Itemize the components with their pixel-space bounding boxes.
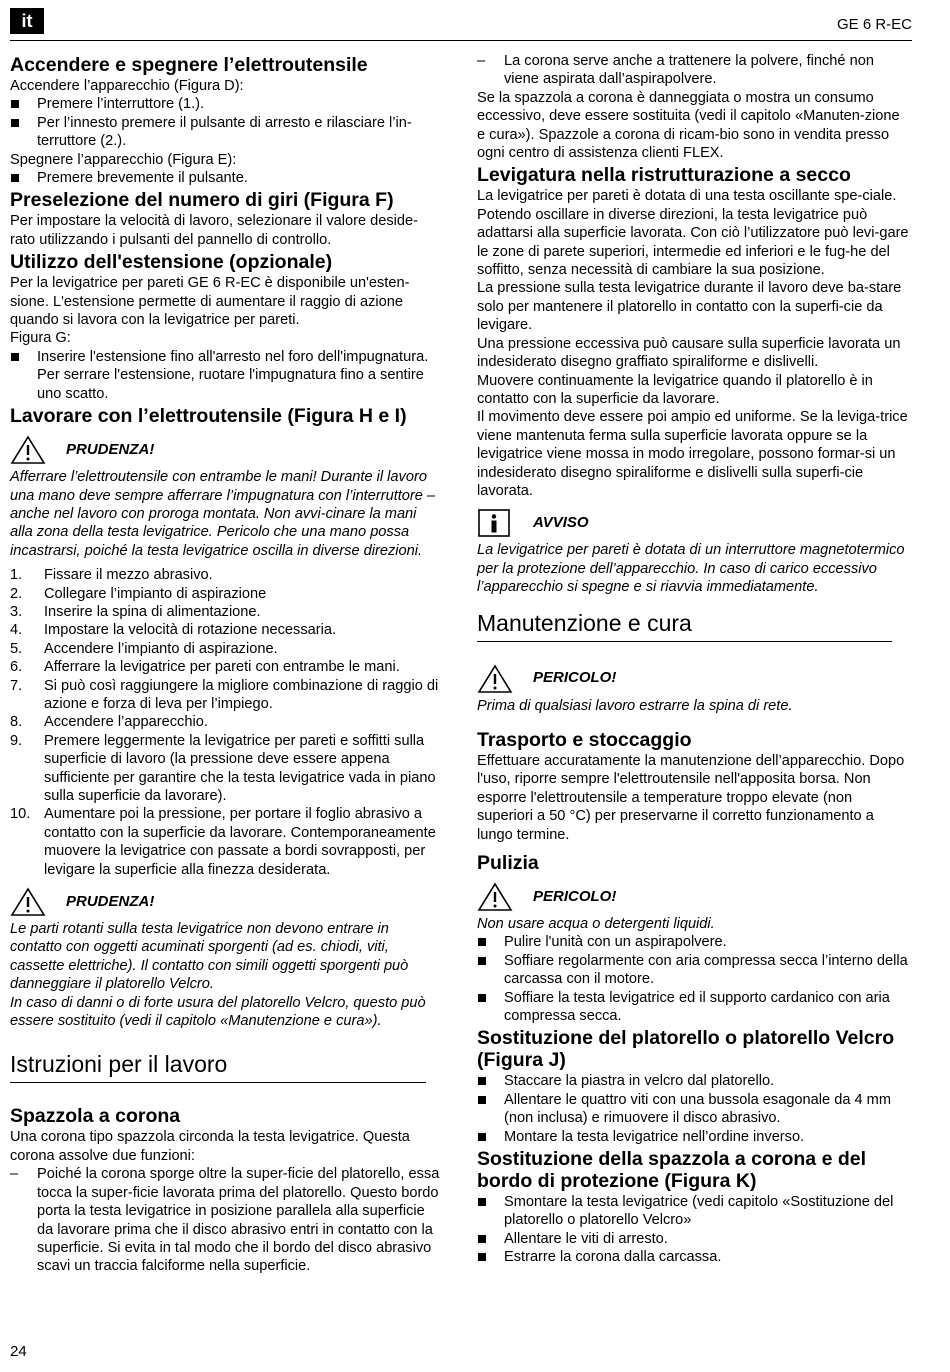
bullet-item: Premere l’interruttore (1.). xyxy=(10,95,442,113)
paragraph: La levigatrice per pareti è dotata di una testa oscillante spe-ciale. xyxy=(477,188,897,205)
step-text: Aumentare poi la pressione, per portare il foglio abrasivo a contatto con la superficie da lavorare. Contemporaneamente muovere la levigatrice con passate a bordi sovrapposti, per levigare la superficie alla finezza desiderata. xyxy=(44,806,436,878)
step-item xyxy=(10,585,442,603)
section-heading: Sostituzione della spazzola a corona e del bordo di protezione (Figura K) xyxy=(477,1148,867,1193)
section-heading: Pulizia xyxy=(477,852,539,874)
step-number: 9. xyxy=(10,732,23,749)
step-number: 2. xyxy=(10,585,23,602)
paragraph: Una corona tipo spazzola circonda la testa levigatrice. Questa corona assolve due funzioni: xyxy=(10,1129,410,1164)
paragraph: Effettuare accuratamente la manutenzione dell’apparecchio. Dopo l'uso, riporre sempre l'elettroutensile nell'apposita borsa. Non esporre l'elettroutensile a temperature troppo elevate (non superiori a 50 °C) per preservarne il corretto funzionamento a lungo termine. xyxy=(477,752,905,843)
step-item xyxy=(10,566,442,584)
step-number: 4. xyxy=(10,622,23,639)
step-item xyxy=(10,677,442,714)
warning-triangle-icon xyxy=(10,887,46,917)
note-label: AVVISO xyxy=(533,514,589,532)
bullet-list xyxy=(10,169,442,187)
bullet-item: Staccare la piastra in velcro dal platorello. xyxy=(477,1072,910,1090)
chapter-rule xyxy=(10,1082,426,1083)
step-text: Afferrare la levigatrice per pareti con entrambe le mani. xyxy=(44,659,400,676)
step-number: 7. xyxy=(10,677,23,694)
bullet-item: Estrarre la corona dalla carcassa. xyxy=(477,1248,910,1266)
paragraph: Il movimento deve essere poi ampio ed uniforme. Se la leviga-trice viene mantenuta ferma sulla superficie lavorata oppure se la levigatrice viene mossa in modo irregolare, possono formar-si un indesiderato disegno spiraliforme e dislivelli sulla superfi-cie lavorata. xyxy=(477,409,908,499)
caution-text: In caso di danni o di forte usura del platorello Velcro, questo può essere sostituito (vedi il capitolo «Manutenzione e cura»). xyxy=(10,994,426,1030)
danger-label: PERICOLO! xyxy=(533,669,617,687)
step-text: Collegare l’impianto di aspirazione xyxy=(44,585,267,602)
danger-label: PERICOLO! xyxy=(533,887,617,905)
bullet-item: Per l’innesto premere il pulsante di arresto e rilasciare l’in-terruttore (2.). xyxy=(10,114,442,151)
section-heading: Sostituzione del platorello o platorello Velcro (Figura J) xyxy=(477,1027,895,1072)
step-item xyxy=(10,732,442,806)
paragraph: Muovere continuamente la levigatrice quando il platorello è in contatto con la superficie da lavorare. xyxy=(477,372,873,407)
paragraph: Una pressione eccessiva può causare sulla superficie lavorata un indesiderato disegno graffiato spiraliforme e dislivelli. xyxy=(477,335,901,371)
dash-list xyxy=(477,52,910,89)
left-column xyxy=(10,52,442,1276)
paragraph: Spegnere l’apparecchio (Figura E): xyxy=(10,151,237,168)
step-text: Si può così raggiungere la migliore combinazione di raggio di azione e forza di leva per l’impiego. xyxy=(44,677,439,712)
section-heading: Trasporto e stoccaggio xyxy=(477,728,692,751)
bullet-list xyxy=(477,933,910,1025)
caution-block xyxy=(10,887,442,917)
bullet-item: Pulire l'unità con un aspirapolvere. xyxy=(477,933,910,951)
section-heading: Spazzola a corona xyxy=(10,1105,181,1128)
dash-item: – Poiché la corona sporge oltre la super-ficie del platorello, essa tocca la super-ficie lavorata prima del platorello. Questo bordo porta la testa levigatrice in posizione parallela alla superficie da lavorare prima che il disco abrasivo entri in contatto con la superficie. Si evita in tal modo che il bordo del disco abrasivo scavi un traccia falciforme nella superficie. xyxy=(10,1165,442,1275)
paragraph: Per la levigatrice per pareti GE 6 R-EC è disponibile un'esten-sione. L'estensione permette di aumentare il raggio di azione quando si lavora con la levigatrice per pareti. xyxy=(10,275,410,329)
caution-label: PRUDENZA! xyxy=(66,440,155,458)
danger-text: Non usare acqua o detergenti liquidi. xyxy=(477,916,715,932)
paragraph: La pressione sulla testa levigatrice durante il lavoro deve ba-stare solo per mantenere il platorello in contatto con la superfi-cie da levigare. xyxy=(477,280,902,334)
warning-triangle-icon xyxy=(477,664,513,694)
step-number: 3. xyxy=(10,603,23,620)
section-heading: Preselezione del numero di giri (Figura F) xyxy=(10,189,394,212)
paragraph: Accendere l’apparecchio (Figura D): xyxy=(10,78,244,94)
info-icon xyxy=(477,508,513,538)
step-item xyxy=(10,621,442,639)
warning-triangle-icon xyxy=(477,882,513,912)
bullet-item: Soffiare regolarmente con aria compressa secca l’interno della carcassa con il motore. xyxy=(477,952,910,989)
note-text: La levigatrice per pareti è dotata di un interruttore magnetotermico per la protezione dell’apparecchio. In caso di carico eccessivo l’apparecchio si spegne e si riavvia immediatamente. xyxy=(477,542,905,596)
language-tag: it xyxy=(10,8,44,34)
paragraph: Figura G: xyxy=(10,330,71,347)
chapter-rule xyxy=(477,641,892,642)
bullet-list xyxy=(477,1072,910,1146)
step-text: Premere leggermente la levigatrice per pareti e soffitti sulla superficie di lavoro (la pressione deve essere appena sufficiente per garantire che la testa levigatrice vada in piano sulla superficie da lavorare). xyxy=(44,732,436,804)
step-item xyxy=(10,713,442,731)
bullet-list xyxy=(10,95,442,150)
bullet-item: Allentare le quattro viti con una bussola esagonale da 4 mm (non inclusa) e rimuovere il disco abrasivo. xyxy=(477,1091,910,1128)
paragraph: Per impostare la velocità di lavoro, selezionare il valore deside-rato utilizzando i pulsanti del pannello di controllo. xyxy=(10,213,419,248)
page-number: 24 xyxy=(10,1343,27,1360)
caution-block xyxy=(10,435,442,465)
section-heading: Levigatura nella ristrutturazione a secco xyxy=(477,164,851,187)
header-rule xyxy=(10,40,912,41)
section-heading: Utilizzo dell'estensione (opzionale) xyxy=(10,251,333,274)
step-text: Impostare la velocità di rotazione necessaria. xyxy=(44,622,337,639)
model-name: GE 6 R-EC xyxy=(836,16,912,33)
step-item xyxy=(10,640,442,658)
step-item xyxy=(10,805,442,879)
danger-text: Prima di qualsiasi lavoro estrarre la spina di rete. xyxy=(477,697,793,714)
bullet-item: Inserire l'estensione fino all'arresto nel foro dell'impugnatura. Per serrare l'estensione, ruotare l'impugnatura fino a sentire uno scatto. xyxy=(10,348,442,403)
step-text: Inserire la spina di alimentazione. xyxy=(44,603,261,620)
chapter-title: Manutenzione e cura xyxy=(477,609,692,636)
note-block xyxy=(477,508,910,538)
caution-label: PRUDENZA! xyxy=(66,892,155,910)
bullet-item: Allentare le viti di arresto. xyxy=(477,1230,910,1248)
step-item xyxy=(10,603,442,621)
step-number: 10. xyxy=(10,806,31,823)
step-number: 6. xyxy=(10,659,23,676)
bullet-list xyxy=(10,348,442,403)
right-column xyxy=(477,52,910,1267)
bullet-item: Smontare la testa levigatrice (vedi capitolo «Sostituzione del platorello o platorello Velcro» xyxy=(477,1193,910,1230)
chapter-title: Istruzioni per il lavoro xyxy=(10,1051,228,1078)
step-text: Accendere l’impianto di aspirazione. xyxy=(44,640,278,657)
danger-block xyxy=(477,664,910,694)
step-number: 1. xyxy=(10,567,23,584)
section-heading: Lavorare con l’elettroutensile (Figura H e I) xyxy=(10,405,407,428)
step-text: Fissare il mezzo abrasivo. xyxy=(44,567,213,584)
warning-triangle-icon xyxy=(10,435,46,465)
step-number: 5. xyxy=(10,640,23,657)
bullet-item: Premere brevemente il pulsante. xyxy=(10,169,442,187)
caution-text: Afferrare l’elettroutensile con entrambe le mani! Durante il lavoro una mano deve sempre afferrare l’impugnatura con l’interruttore – anche nel lavoro con proroga montata. Non avvi-cinare la mani alla zona della testa levigatrice. Pericolo che una mano possa incastrarsi, poiché la testa levigatrice oscilla in diverse direzioni. xyxy=(10,469,436,559)
paragraph: Potendo oscillare in diverse direzioni, la testa levigatrice può adattarsi alla superficie lavorata. Con ciò l’utilizzatore può levi-gare le zone di parete superiori, intermedie ed inferiori e le fug-he del soffitto, senza necessità di cambiare la sua posizione. xyxy=(477,206,909,279)
step-text: Accendere l’apparecchio. xyxy=(44,714,208,731)
caution-text: Le parti rotanti sulla testa levigatrice non devono entrare in contatto con oggetti acuminati sporgenti (ad es. chiodi, viti, cassette elettriche). Il contatto con simili oggetti sporgenti può danneggiare il platorello Velcro. xyxy=(10,921,409,993)
dash-item: – La corona serve anche a trattenere la polvere, finché non viene aspirata dall’aspirapolvere. xyxy=(477,52,910,89)
bullet-list xyxy=(477,1193,910,1267)
steps-list xyxy=(10,566,442,879)
section-heading: Accendere e spegnere l’elettroutensile xyxy=(10,54,368,76)
danger-block xyxy=(477,882,910,912)
paragraph: Se la spazzola a corona è danneggiata o mostra un consumo eccessivo, deve essere sostituita (vedi il capitolo «Manuten-zione e cura»). Spazzole a corona di ricam-bio sono in vendita presso ogni centro di assistenza clienti FLEX. xyxy=(477,89,900,162)
step-item xyxy=(10,658,442,676)
bullet-item: Montare la testa levigatrice nell’ordine inverso. xyxy=(477,1128,910,1146)
step-number: 8. xyxy=(10,714,23,731)
dash-list xyxy=(10,1165,442,1275)
bullet-item: Soffiare la testa levigatrice ed il supporto cardanico con aria compressa secca. xyxy=(477,989,910,1026)
